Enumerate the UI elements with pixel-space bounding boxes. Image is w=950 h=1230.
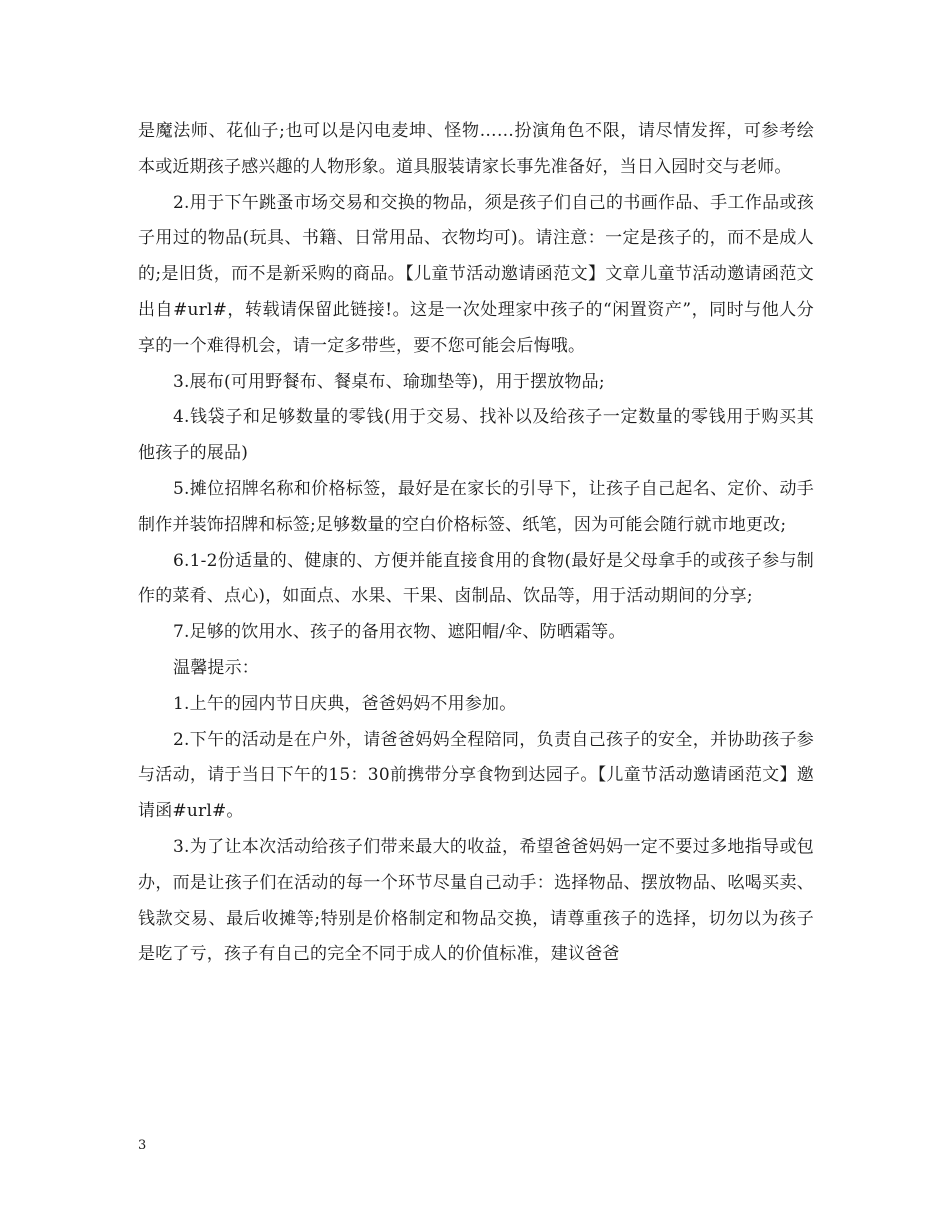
tip-3: 3.为了让本次活动给孩子们带来最大的收益，希望爸爸妈妈一定不要过多地指导或包办，而是让孩子们在活动的每一个环节尽量自己动手：选择物品、摆放物品、吆喝买卖、钱款交易、最后收摊等;特别是价格制定和物品交换，请尊重孩子的选择，切勿以为孩子是吃了亏，孩子有自己的完全不同于成人的价值标准，建议爸爸 — [138, 836, 814, 965]
paragraph-5: 5.摊位招牌名称和价格标签，最好是在家长的引导下，让孩子自己起名、定价、动手制作并装饰招牌和标签;足够数量的空白价格标签、纸笔，因为可能会随行就市地更改; — [138, 478, 814, 535]
tip-2: 2.下午的活动是在户外，请爸爸妈妈全程陪同，负责自己孩子的安全，并协助孩子参与活动，请于当日下午的15：30前携带分享食物到达园子。【儿童节活动邀请函范文】邀请函#url#。 — [138, 729, 814, 822]
paragraph-6: 6.1-2份适量的、健康的、方便并能直接食用的食物(最好是父母拿手的或孩子参与制作的菜肴、点心)，如面点、水果、干果、卤制品、饮品等，用于活动期间的分享; — [138, 550, 814, 607]
body-text — [138, 114, 814, 973]
paragraph-2: 2.用于下午跳蚤市场交易和交换的物品，须是孩子们自己的书画作品、手工作品或孩子用过的物品(玩具、书籍、日常用品、衣物均可)。请注意：一定是孩子的，而不是成人的;是旧货，而不是新采购的商品。【儿童节活动邀请函范文】文章儿童节活动邀请函范文出自#url#，转载请保留此链接!。这是一次处理家中孩子的“闲置资产”，同时与他人分享的一个难得机会，请一定多带些，要不您可能会后悔哦。 — [138, 192, 814, 356]
paragraph-3: 3.展布(可用野餐布、餐桌布、瑜珈垫等)，用于摆放物品; — [173, 371, 605, 392]
paragraph-7: 7.足够的饮用水、孩子的备用衣物、遮阳帽/伞、防晒霜等。 — [173, 622, 626, 643]
tip-1: 1.上午的园内节日庆典，爸爸妈妈不用参加。 — [173, 693, 517, 714]
page-number: 3 — [138, 1138, 147, 1153]
paragraph-4: 4.钱袋子和足够数量的零钱(用于交易、找补以及给孩子一定数量的零钱用于购买其他孩子的展品) — [138, 407, 814, 464]
tips-heading: 温馨提示： — [173, 657, 259, 678]
paragraph-1: 是魔法师、花仙子;也可以是闪电麦坤、怪物……扮演角色不限，请尽情发挥，可参考绘本或近期孩子感兴趣的人物形象。道具服装请家长事先准备好，当日入园时交与老师。 — [138, 121, 814, 177]
